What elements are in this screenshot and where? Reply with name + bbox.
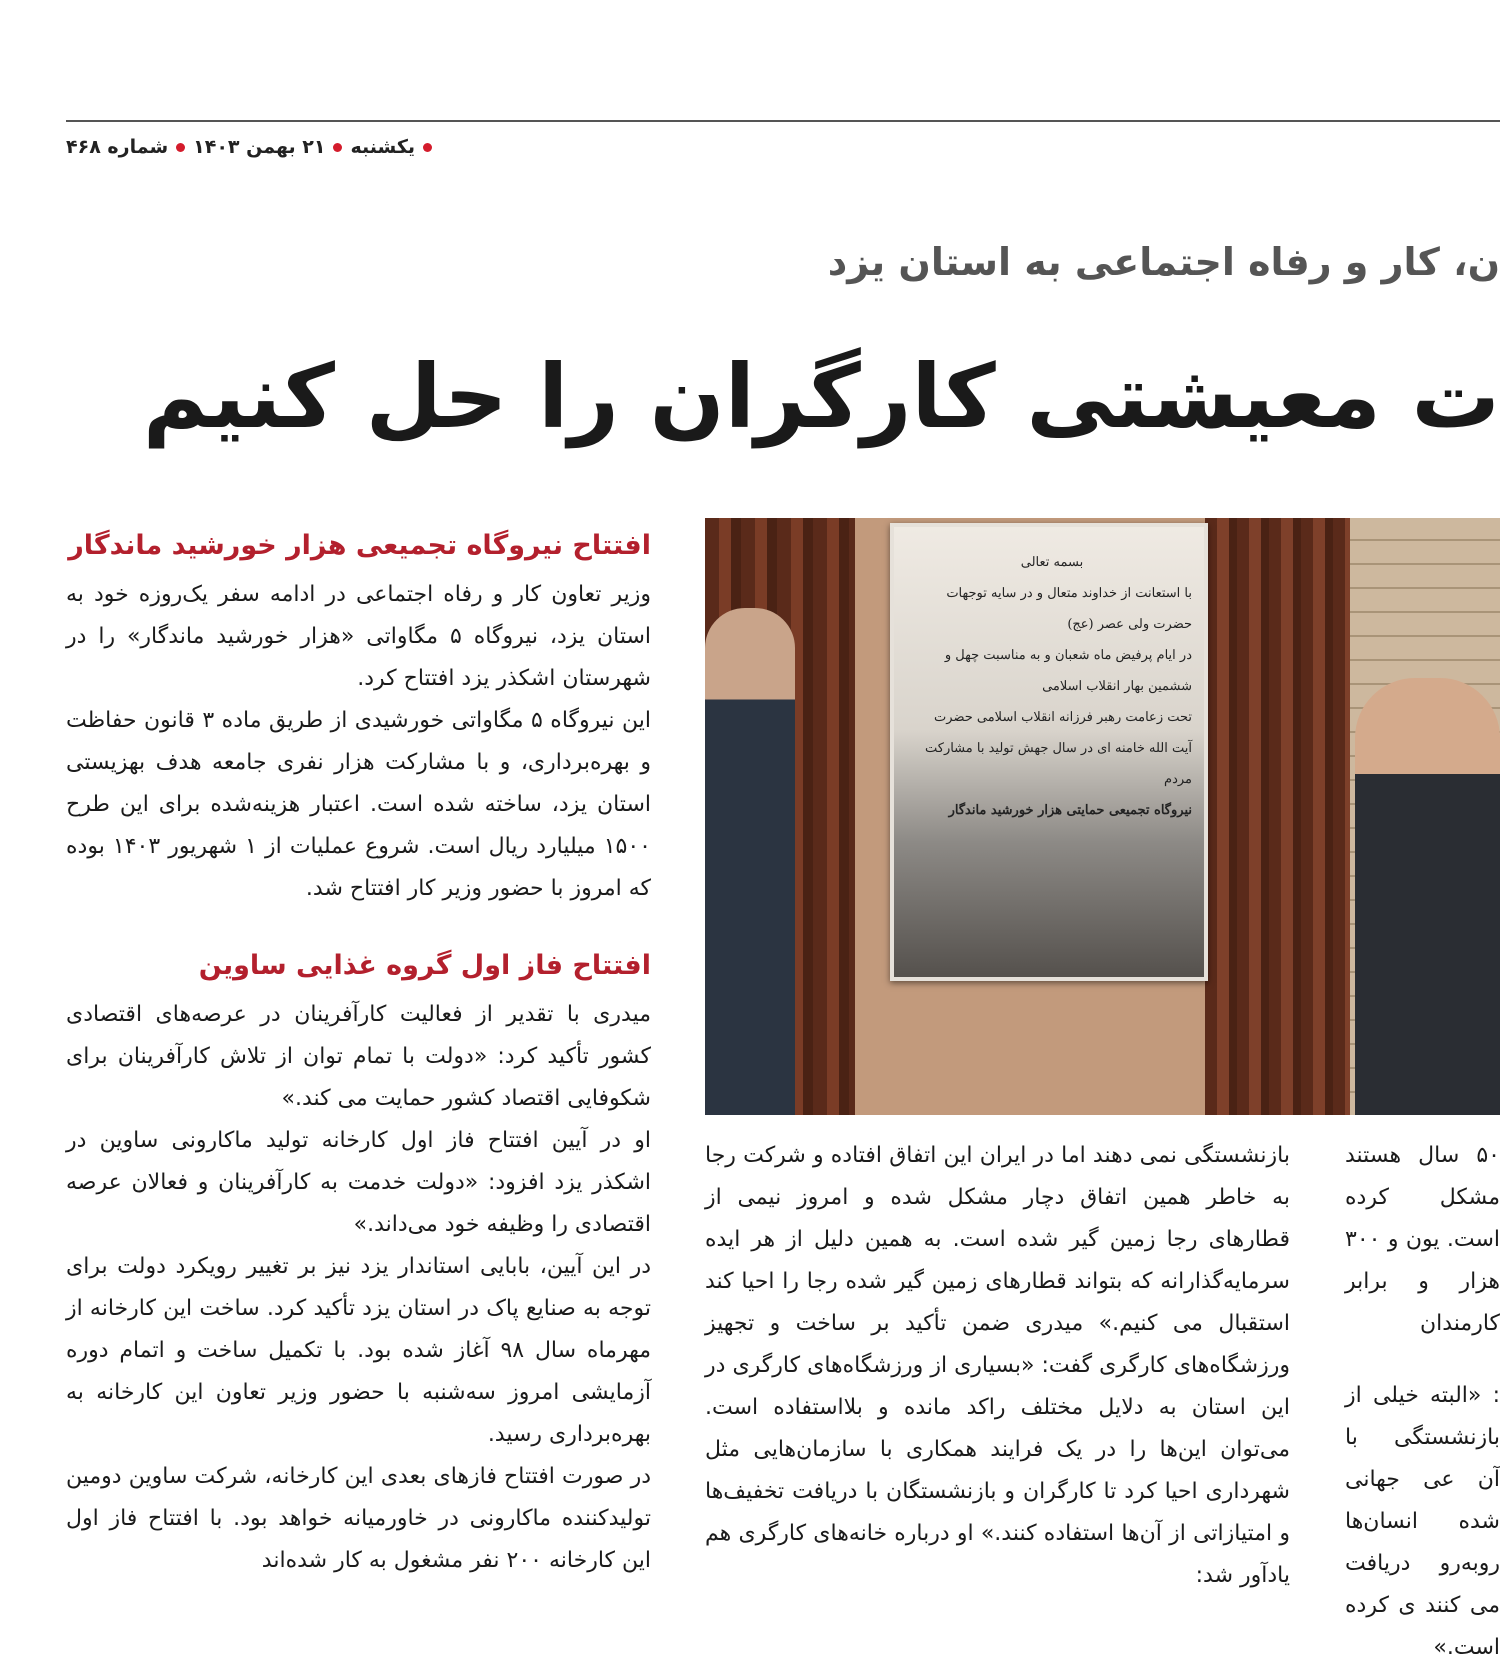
section2-title: افتتاح فاز اول گروه غذایی ساوین [198,950,651,981]
dateline-issue: شماره ۴۶۸ [66,136,169,158]
section1-title: افتتاح نیروگاه تجمیعی هزار خورشید ماندگار [68,530,651,561]
curtain-right [1205,518,1350,1115]
bullet-dot-icon [333,143,342,152]
article-column-left [66,520,651,1582]
middle-paragraph: بازنشستگی نمی دهند اما در ایران این اتفاق افتاده و شرکت رجا به خاطر همین اتفاق دچار مشکل شده و امروز نیمی از قطارهای رجا زمین گیر شده است. به همین دلیل از هر ایده سرمایه‌گذارانه که بتواند قطارهای زمین گیر شده رجا را احیا کند استقبال می کنیم.» میدری ضمن تأکید بر ساخت و تجهیز ورزشگاه‌های کارگری گفت: «بسیاری از ورزشگاه‌های کارگری در این استان به دلایل مختلف راکد مانده و بلااستفاده است. می‌توان این‌ها را در یک فرایند همکاری با سازمان‌هایی مثل شهرداری احیا کرد تا کارگران و بازنشستگان با دریافت تخفیف‌ها و امتیازاتی از آن‌ها استفاده کنند.» او درباره خانه‌های کارگری هم یادآور شد: [705,1143,1290,1588]
article-column-right [1345,1135,1500,1660]
plaque-line: تحت زعامت رهبر فرزانه انقلاب اسلامی حضرت [934,710,1192,725]
section2-paragraph-2: او در آیین افتتاح فاز اول کارخانه تولید ماکارونی ساوین در اشکذر یزد افزود: «دولت خدمت به کارآفرینان و فعالان عرصه اقتصادی را وظیفه خود می‌داند.» [66,1128,651,1237]
bullet-dot-icon [423,143,432,152]
dateline-day: یکشنبه [350,136,416,158]
right-paragraph-1: ۵۰ سال هستند مشکل کرده است. یون و ۳۰۰ هزار و برابر کارمندان [1345,1143,1500,1336]
plaque-line: با استعانت از خداوند متعال و در سایه توجهات حضرت ولی عصر (عج) [946,586,1192,632]
section1-paragraph-1: وزیر تعاون کار و رفاه اجتماعی در ادامه سفر یک‌روزه خود به استان یزد، نیروگاه ۵ مگاواتی «هزار خورشید ماندگار» را در شهرستان اشکذر یزد افتتاح کرد. [66,582,651,691]
section1-paragraph-2: این نیروگاه ۵ مگاواتی خورشیدی از طریق ماده ۳ قانون حفاظت و بهره‌برداری، و با مشارکت هزار نفری جامعه هدف بهزیستی استان یزد، ساخته شده است. اعتبار هزینه‌شده برای این طرح ۱۵۰۰ میلیارد ریال است. شروع عملیات از ۱ شهریور ۱۴۰۳ بوده که امروز با حضور وزیر کار افتتاح شد. [66,708,651,901]
plaque-line: بسمه تعالی [1020,555,1084,570]
article-photo [705,518,1500,1115]
plaque-line: آیت الله خامنه ای در سال جهش تولید با مشارکت مردم [924,741,1192,787]
kicker: ن، کار و رفاه اجتماعی به استان یزد [827,240,1500,284]
section2-paragraph-1: میدری با تقدیر از فعالیت کارآفرینان در عرصه‌های اقتصادی کشور تأکید کرد: «دولت با تمام توان از تلاش کارآفرینان برای شکوفایی اقتصاد کشور حمایت می کند.» [66,1002,651,1111]
dateline [66,132,432,162]
person-left [705,608,795,1115]
bullet-dot-icon [176,143,185,152]
person-right [1355,678,1500,1115]
header-rule [66,120,1500,122]
right-paragraph-2: : «البته خیلی از بازنشستگی با آن عی جهانی شده انسان‌ها روبه‌رو دریافت می کنند ی کرده است.» [1345,1383,1500,1660]
section2-paragraph-4: در صورت افتتاح فازهای بعدی این کارخانه، شرکت ساوین دومین تولیدکننده ماکارونی در خاورمیانه خواهد بود. با افتتاح فاز اول این کارخانه ۲۰۰ نفر مشغول به کار شده‌اند [66,1464,651,1573]
section2-paragraph-3: در این آیین، بابایی استاندار یزد نیز بر تغییر رویکرد دولت برای توجه به صنایع پاک در استان یزد تأکید کرد. ساخت این کارخانه از مهرماه سال ۹۸ آغاز شده بود. با تکمیل ساخت و اتمام دوره آزمایشی امروز سه‌شنبه با حضور وزیر تعاون این کارخانه به بهره‌برداری رسید. [66,1254,652,1447]
plaque-line: در ایام پرفیض ماه شعبان و به مناسبت چهل و ششمین بهار انقلاب اسلامی [944,648,1192,694]
plaque-line: نیروگاه تجمیعی حمایتی هزار خورشید ماندگار [948,803,1192,818]
inauguration-plaque [890,523,1208,981]
dateline-date: ۲۱ بهمن ۱۴۰۳ [193,136,326,158]
headline: ت معیشتی کارگران را حل کنیم [142,345,1500,448]
article-column-middle [705,1135,1290,1597]
